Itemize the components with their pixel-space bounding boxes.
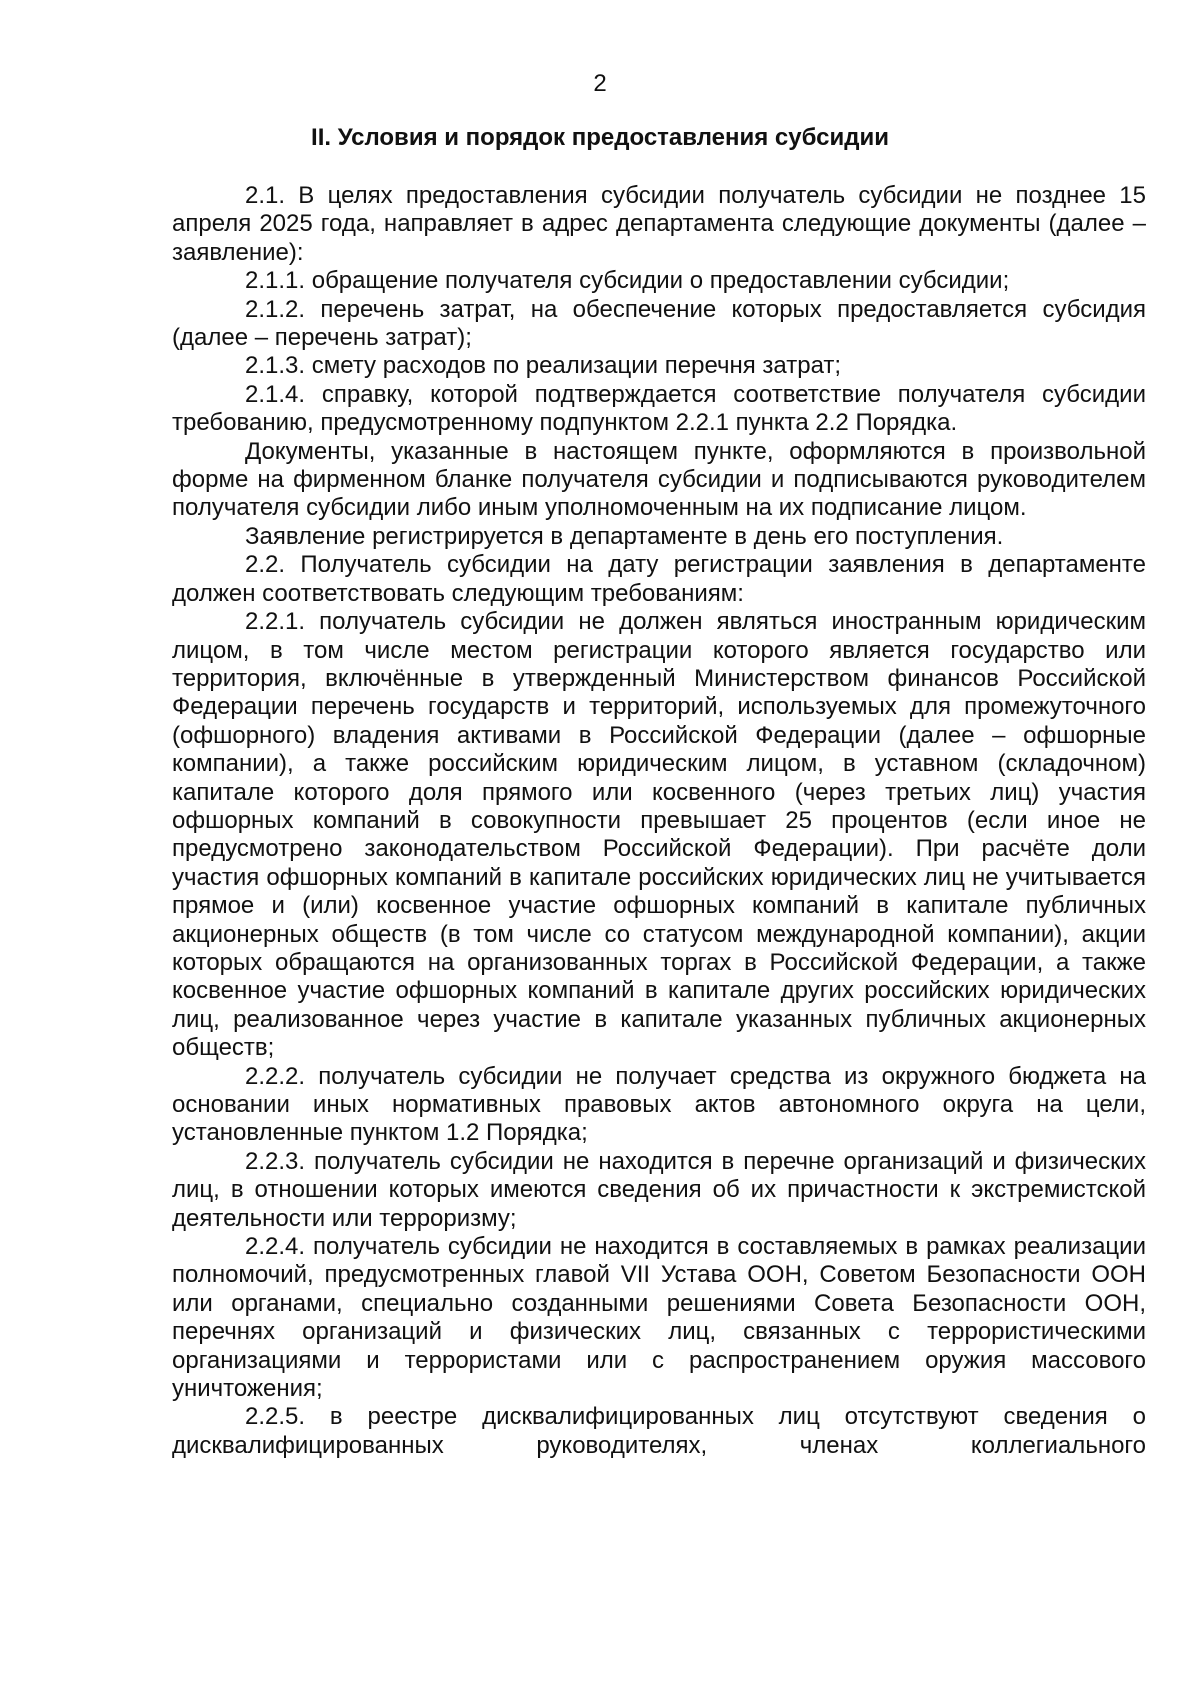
paragraph-2-2-5: 2.2.5. в реестре дисквалифицированных лиц отсутствуют сведения о дисквалифицированных руководителях, членах коллегиального: [172, 1403, 1146, 1459]
paragraph-2-1-4: 2.1.4. справку, которой подтверждается соответствие получателя субсидии требованию, предусмотренному подпунктом 2.2.1 пункта 2.2 Порядка.: [172, 380, 1146, 437]
paragraph-documents-form: Документы, указанные в настоящем пункте, оформляются в произвольной форме на фирменном бланке получателя субсидии и подписываются руководителем получателя субсидии либо иным уполномоченным на их подписание лицом.: [172, 437, 1146, 522]
page-number: 2: [593, 70, 607, 97]
paragraph-2-1-3: 2.1.3. смету расходов по реализации перечня затрат;: [245, 352, 842, 380]
paragraph-2-2-2: 2.2.2. получатель субсидии не получает средства из окружного бюджета на основании иных нормативных правовых актов автономного округа на цели, установленные пунктом 1.2 Порядка;: [172, 1062, 1146, 1147]
paragraph-2-1-1: 2.1.1. обращение получателя субсидии о предоставлении субсидии;: [245, 267, 1010, 295]
paragraph-2-2-3: 2.2.3. получатель субсидии не находится в перечне организаций и физических лиц, в отношении которых имеются сведения об их причастности к экстремистской деятельности или терроризму;: [172, 1147, 1146, 1232]
paragraph-2-2-1: 2.2.1. получатель субсидии не должен являться иностранным юридическим лицом, в том числе местом регистрации которого является государство или территория, включённые в утвержденный Министерством финансов Российской Федерации перечень государств и территорий, используемых для промежуточного (офшорного) владения активами в Российской Федерации (далее – офшорные компании), а также российским юридическим лицом, в уставном (складочном) капитале которого доля прямого или косвенного (через третьих лиц) участия офшорных компаний в совокупности превышает 25 процентов (если иное не предусмотрено законодательством Российской Федерации). При расчёте доли участия офшорных компаний в капитале российских юридических лиц не учитывается прямое и (или) косвенное участие офшорных компаний в капитале публичных акционерных обществ (в том числе со статусом международной компании), акции которых обращаются на организованных торгах в Российской Федерации, а также косвенное участие офшорных компаний в капитале других российских юридических лиц, реализованное через участие в капитале указанных публичных акционерных обществ;: [172, 608, 1146, 1062]
paragraph-2-2-4: 2.2.4. получатель субсидии не находится в составляемых в рамках реализации полномочий, предусмотренных главой VII Устава ООН, Советом Безопасности ООН или органами, специально созданными решениями Совета Безопасности ООН, перечнях организаций и физических лиц, связанных с террористическими организациями и террористами или с распространением оружия массового уничтожения;: [172, 1233, 1146, 1403]
paragraph-2-1-2: 2.1.2. перечень затрат, на обеспечение которых предоставляется субсидия (далее – перечень затрат);: [172, 295, 1146, 352]
section-heading: II. Условия и порядок предоставления субсидии: [311, 124, 889, 151]
document-body: [172, 182, 1146, 1460]
paragraph-2-1: 2.1. В целях предоставления субсидии получатель субсидии не позднее 15 апреля 2025 года, направляет в адрес департамента следующие документы (далее – заявление):: [172, 182, 1146, 266]
paragraph-registration: Заявление регистрируется в департаменте в день его поступления.: [245, 522, 1004, 550]
paragraph-2-2: 2.2. Получатель субсидии на дату регистрации заявления в департаменте должен соответствовать следующим требованиям:: [172, 551, 1146, 607]
